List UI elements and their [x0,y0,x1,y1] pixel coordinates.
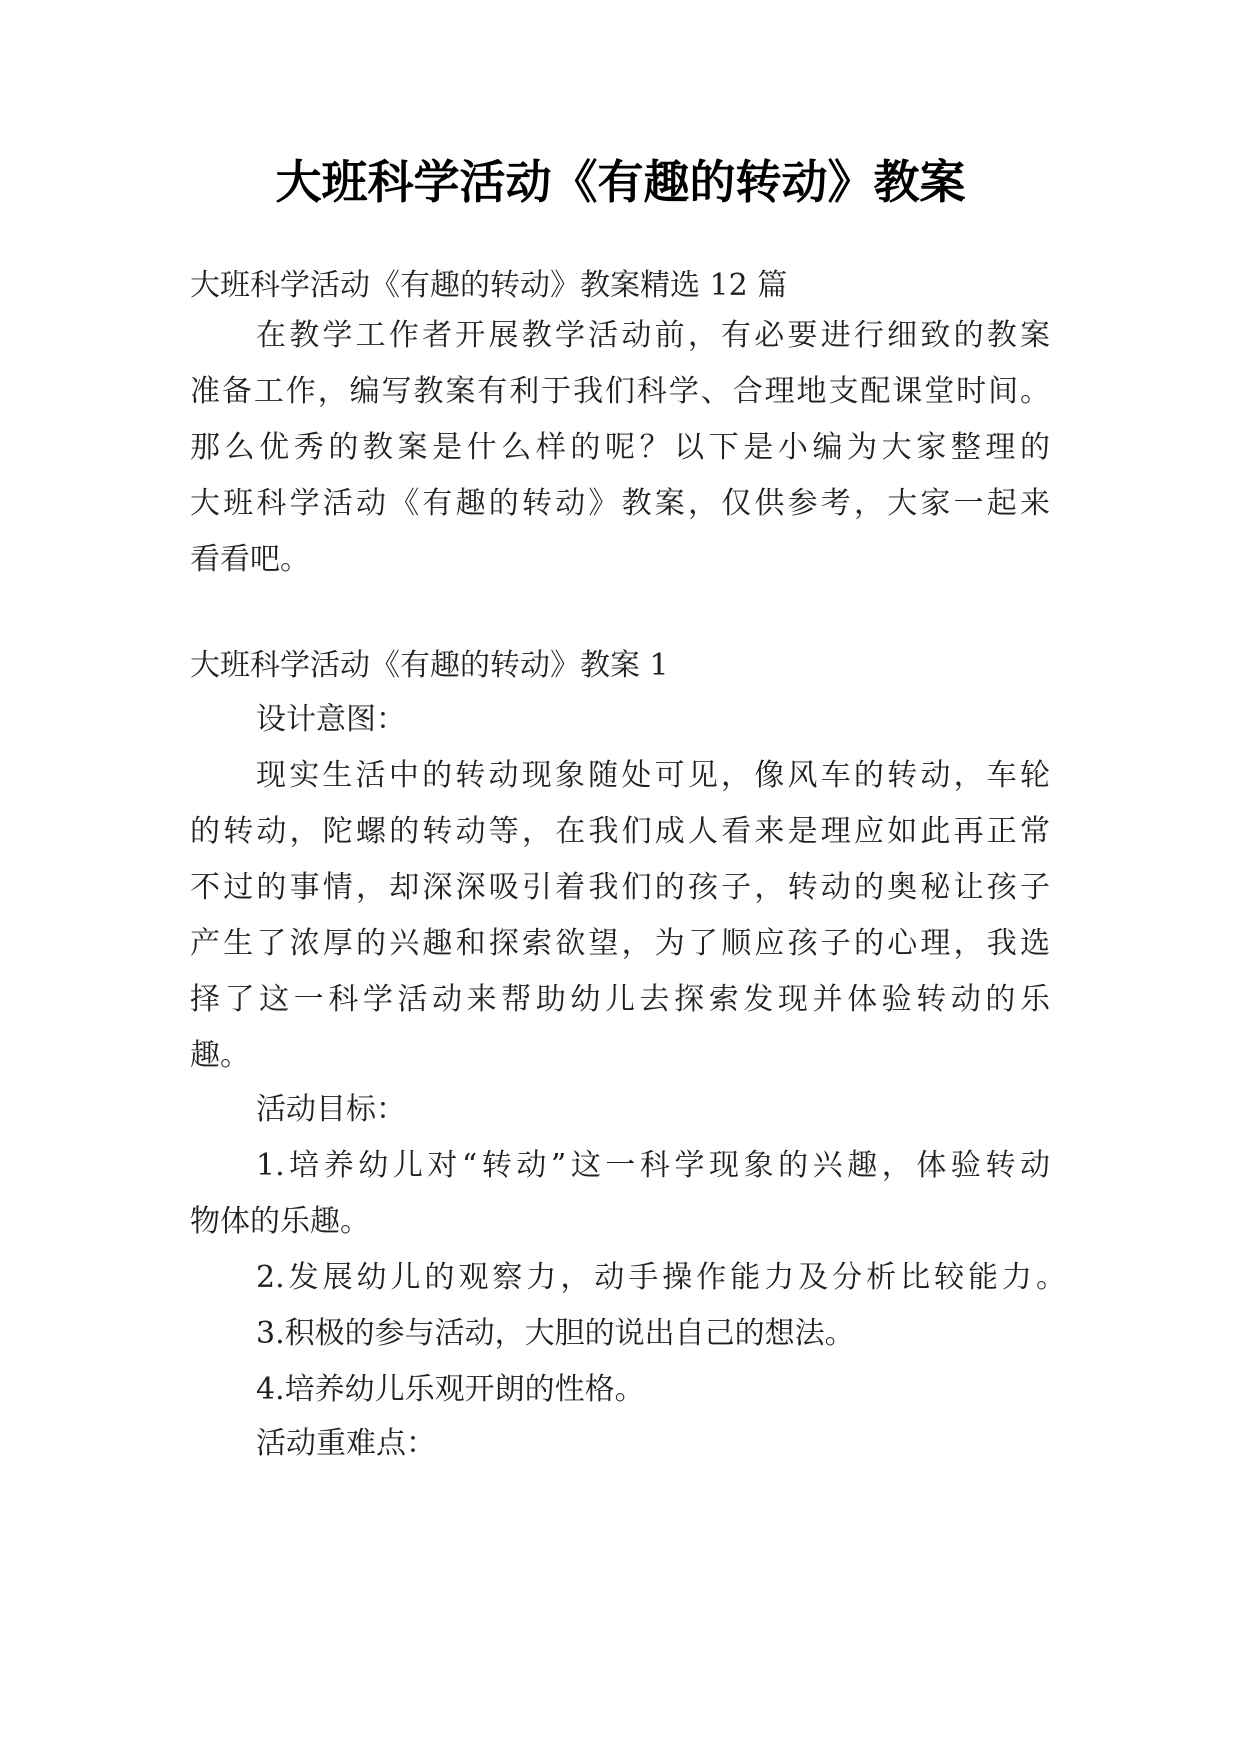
design-intent-line: 趣。 [190,1038,250,1073]
design-intent-line: 择了这一科学活动来帮助幼儿去探索发现并体验转动的乐 [190,982,1050,1017]
document-title: 大班科学活动《有趣的转动》教案 [275,155,966,209]
design-intent-label: 设计意图： [256,702,406,737]
design-intent-line: 的转动，陀螺的转动等，在我们成人看来是理应如此再正常 [190,814,1050,849]
key-points-label: 活动重难点： [256,1426,436,1461]
intro-line: 准备工作，编写教案有利于我们科学、合理地支配课堂时间。 [190,374,1050,409]
goal-item: 1.培养幼儿对“转动”这一科学现象的兴趣，体验转动 [256,1148,1050,1183]
goal-item: 2.发展幼儿的观察力，动手操作能力及分析比较能力。 [256,1260,1066,1295]
intro-line: 看看吧。 [190,542,310,577]
goals-label: 活动目标： [256,1092,406,1127]
intro-line: 那么优秀的教案是什么样的呢？以下是小编为大家整理的 [190,430,1050,465]
document-subtitle: 大班科学活动《有趣的转动》教案精选 12 篇 [190,268,788,303]
design-intent-line: 现实生活中的转动现象随处可见，像风车的转动，车轮 [256,758,1050,793]
goal-item: 物体的乐趣。 [190,1204,370,1239]
goal-item: 3.积极的参与活动，大胆的说出自己的想法。 [256,1316,855,1351]
section-heading: 大班科学活动《有趣的转动》教案 1 [190,648,669,683]
intro-line: 大班科学活动《有趣的转动》教案，仅供参考，大家一起来 [190,486,1050,521]
design-intent-line: 不过的事情，却深深吸引着我们的孩子，转动的奥秘让孩子 [190,870,1050,905]
goal-item: 4.培养幼儿乐观开朗的性格。 [256,1372,645,1407]
intro-line: 在教学工作者开展教学活动前，有必要进行细致的教案 [256,318,1050,353]
design-intent-line: 产生了浓厚的兴趣和探索欲望，为了顺应孩子的心理，我选 [190,926,1050,961]
